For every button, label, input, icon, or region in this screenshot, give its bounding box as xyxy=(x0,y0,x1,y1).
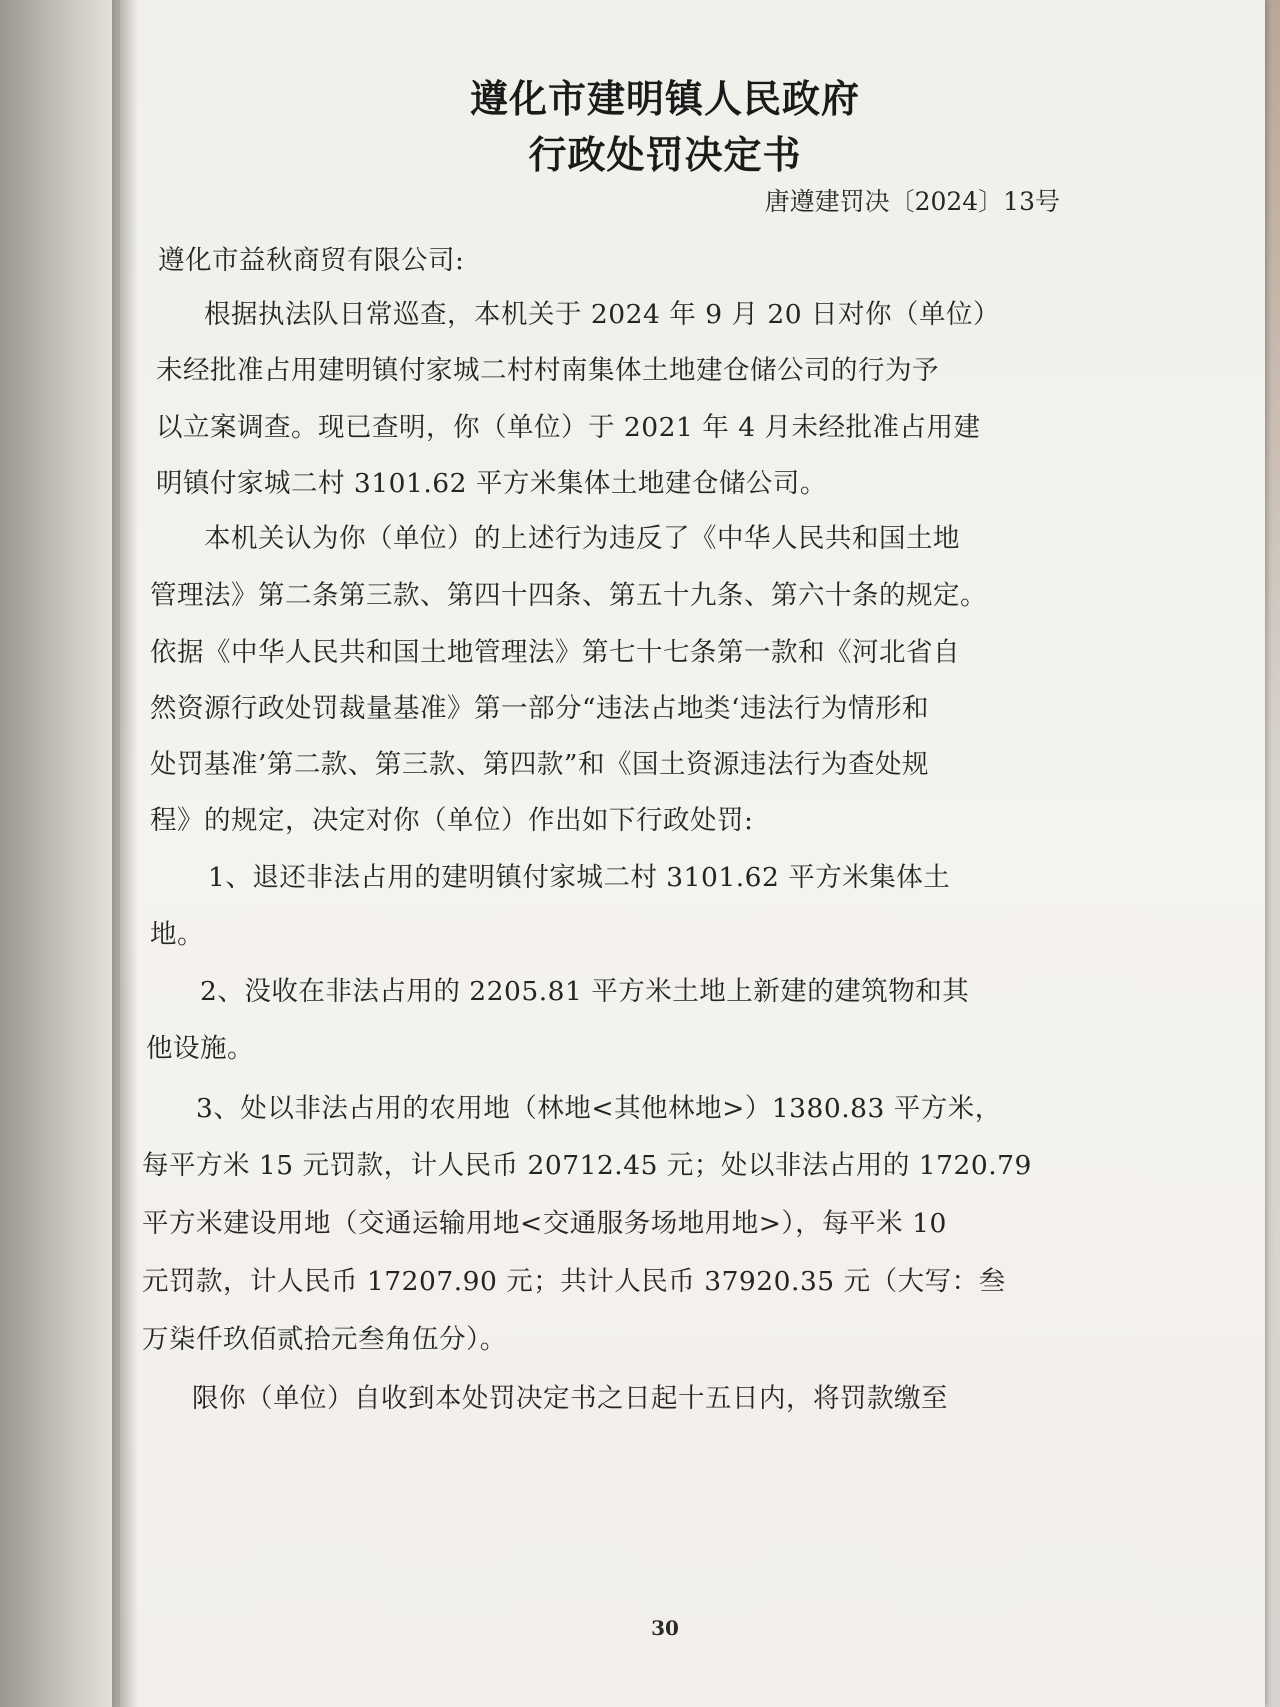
left-page-edge xyxy=(0,0,120,1707)
body-line: 他设施。 xyxy=(146,1033,254,1064)
book-spine-shadow xyxy=(112,0,138,1707)
body-line: 地。 xyxy=(150,919,204,950)
page-number: 30 xyxy=(651,1616,679,1640)
body-line: 本机关认为你（单位）的上述行为违反了《中华人民共和国土地 xyxy=(204,523,960,554)
penalty-item-3: 3、处以非法占用的农用地（林地<其他林地>）1380.83 平方米， xyxy=(196,1093,1002,1124)
body-line: 平方米建设用地（交通运输用地<交通服务场地用地>），每平米 10 xyxy=(142,1208,947,1239)
body-line: 处罚基准’第二款、第三款、第四款”和《国土资源违法行为查处规 xyxy=(150,749,929,780)
body-line: 根据执法队日常巡查，本机关于 2024 年 9 月 20 日对你（单位） xyxy=(204,299,1001,330)
body-line: 程》的规定，决定对你（单位）作出如下行政处罚: xyxy=(150,805,754,836)
body-line: 然资源行政处罚裁量基准》第一部分“违法占地类‘违法行为情形和 xyxy=(150,693,929,724)
body-line: 万柒仟玖佰贰拾元叁角伍分）。 xyxy=(142,1324,507,1355)
addressee-line: 遵化市益秋商贸有限公司: xyxy=(158,245,465,276)
body-line: 元罚款，计人民币 17207.90 元；共计人民币 37920.35 元（大写：叁 xyxy=(142,1266,1006,1297)
document-number: 唐遵建罚决〔2024〕13号 xyxy=(764,187,1060,216)
body-line: 限你（单位）自收到本处罚决定书之日起十五日内，将罚款缴至 xyxy=(192,1383,948,1414)
penalty-item-2: 2、没收在非法占用的 2205.81 平方米土地上新建的建筑物和其 xyxy=(200,976,970,1007)
body-line: 明镇付家城二村 3101.62 平方米集体土地建仓储公司。 xyxy=(156,468,827,499)
body-line: 每平方米 15 元罚款，计人民币 20712.45 元；处以非法占用的 1720.79 xyxy=(142,1150,1032,1181)
document-title-line-2: 行政处罚决定书 xyxy=(528,132,802,177)
body-line: 依据《中华人民共和国土地管理法》第七十七条第一款和《河北省自 xyxy=(150,637,960,668)
body-line: 以立案调查。现已查明，你（单位）于 2021 年 4 月未经批准占用建 xyxy=(156,412,981,443)
penalty-item-1: 1、退还非法占用的建明镇付家城二村 3101.62 平方米集体土 xyxy=(208,862,951,893)
document-title-line-1: 遵化市建明镇人民政府 xyxy=(469,76,860,121)
body-line: 管理法》第二条第三款、第四十四条、第五十九条、第六十条的规定。 xyxy=(150,580,987,611)
document-page xyxy=(120,0,1265,1707)
body-line: 未经批准占用建明镇付家城二村村南集体土地建仓储公司的行为予 xyxy=(156,355,939,386)
